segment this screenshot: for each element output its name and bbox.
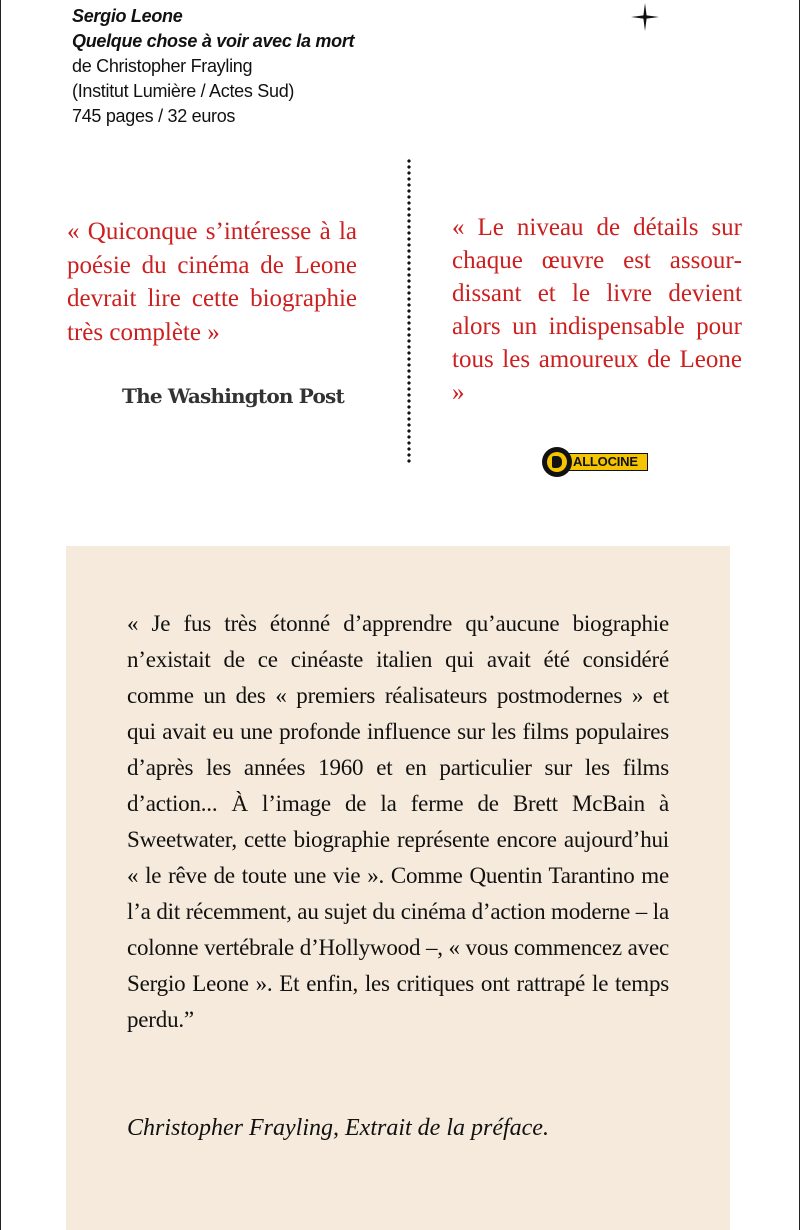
dotted-divider	[407, 158, 411, 464]
review-quote-allocine: « Le niveau de détails sur chaque œuvre est assourdissant et le livre devient alors un indispensable pour tous les amoureux de Leone »	[452, 214, 742, 406]
allocine-logo-text: ALLOCINE	[573, 454, 638, 469]
allocine-circle-icon	[542, 447, 572, 477]
allocine-logo	[542, 447, 648, 477]
book-publisher: (Institut Lumière / Actes Sud)	[72, 81, 295, 101]
preface-attribution: Christopher Frayling, Extrait de la préface.	[127, 1115, 549, 1141]
book-author: de Christopher Frayling	[72, 56, 253, 76]
book-details: 745 pages / 32 euros	[72, 106, 236, 126]
review-quote-washington-post: « Quiconque s’intéresse à la poésie du cinéma de Leone devrait lire cette biographie très complète »	[67, 218, 357, 346]
book-title-series: Sergio Leone	[72, 6, 183, 26]
book-info	[72, 4, 354, 129]
four-point-star-icon	[630, 2, 660, 32]
book-title: Quelque chose à voir avec la mort	[72, 31, 355, 51]
preface-excerpt: « Je fus très étonné d’apprendre qu’aucune biographie n’existait de ce cinéaste italien qui avait été considéré comme un des « premiers réalisateurs postmodernes » et qui avait eu une profonde influence sur les films populaires d’après les années 1960 et en particulier sur les films d’action... À l’image de la ferme de Brett McBain à Sweetwater, cette biographie représente encore aujourd’hui « le rêve de toute une vie ». Comme Quentin Tarantino me l’a dit récemment, au sujet du cinéma d’action moderne – la colonne vertébrale d’Hollywood –, « vous commencez avec Sergio Leone ». Et enfin, les critiques ont rattrapé le temps perdu.”	[127, 611, 669, 1032]
washington-post-logo: The Washington Post	[122, 384, 344, 408]
